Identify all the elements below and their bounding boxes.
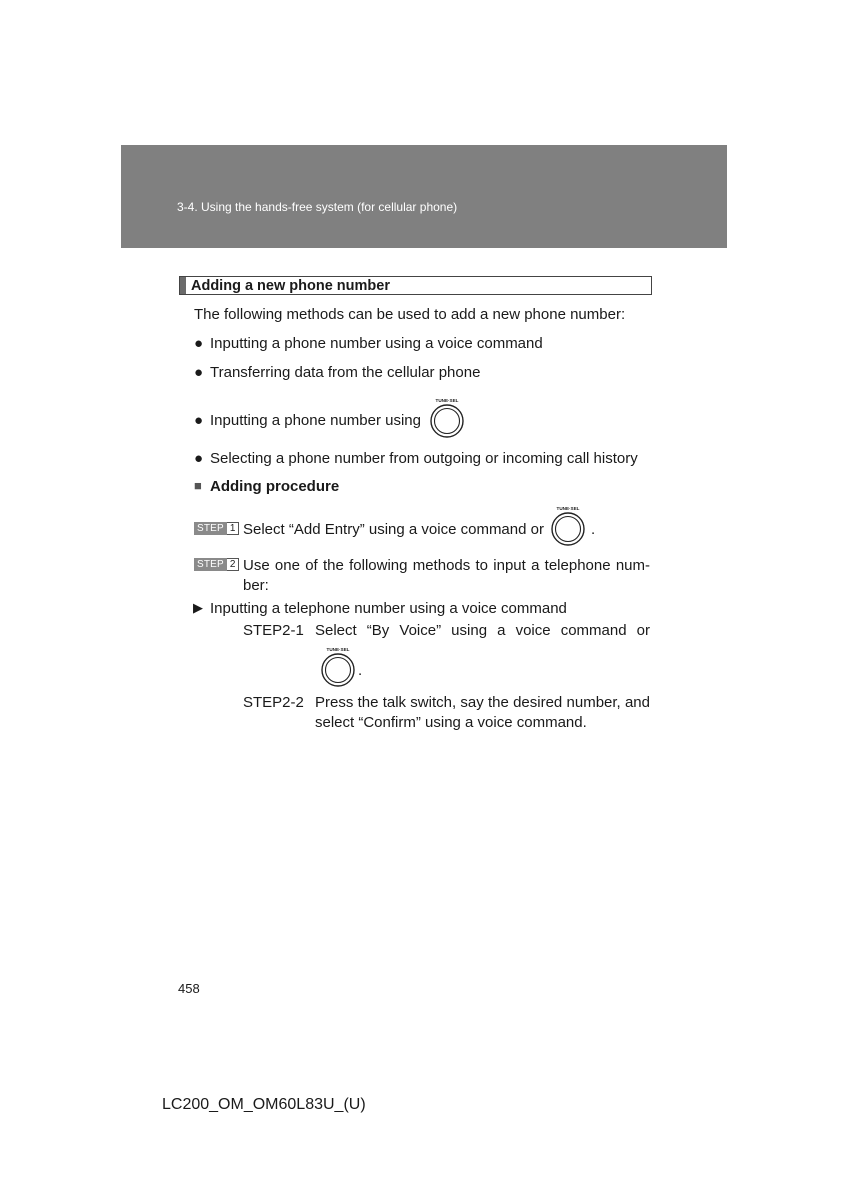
step2-1-text: Select “By Voice” using a voice command or	[315, 622, 650, 639]
knob-label: TUNE·SEL	[556, 506, 580, 511]
step-2-text-line1: Use one of the following methods to input a telephone num-	[243, 557, 650, 574]
step2-2-id: STEP2-2	[243, 694, 304, 711]
step-1-text: Select “Add Entry” using a voice command or	[243, 521, 544, 538]
arrow-icon: ▶	[193, 600, 203, 615]
step-2-text-line2: ber:	[243, 577, 269, 594]
intro-text: The following methods can be used to add a new phone number:	[194, 306, 626, 323]
footer-code: LC200_OM_OM60L83U_(U)	[162, 1096, 366, 1113]
method-3: Inputting a phone number using	[210, 412, 421, 429]
tune-sel-knob-icon	[548, 504, 588, 548]
knob-label: TUNE·SEL	[435, 398, 459, 403]
sub-heading: Inputting a telephone number using a voice command	[210, 600, 567, 617]
bullet-icon: ●	[194, 335, 204, 352]
step-number: 1	[227, 522, 240, 535]
section-heading-bar	[180, 277, 186, 294]
procedure-heading: Adding procedure	[210, 478, 340, 495]
method-2: Transferring data from the cellular phone	[210, 364, 481, 381]
page-number: 458	[178, 981, 200, 996]
section-title: Adding a new phone number	[191, 278, 390, 294]
step2-2-text-line2: select “Confirm” using a voice command.	[315, 714, 587, 731]
step-2-badge	[194, 558, 239, 571]
step2-1-id: STEP2-1	[243, 622, 304, 639]
tune-sel-knob-icon	[427, 396, 467, 440]
square-icon: ■	[194, 478, 202, 493]
step2-2-text-line1: Press the talk switch, say the desired number, and	[315, 694, 650, 711]
bullet-icon: ●	[194, 412, 204, 429]
bullet-icon: ●	[194, 450, 204, 467]
section-heading-box	[179, 276, 652, 295]
method-1: Inputting a phone number using a voice command	[210, 335, 543, 352]
header-band	[121, 145, 727, 248]
tune-sel-knob-icon	[318, 645, 358, 689]
step-number: 2	[227, 558, 240, 571]
method-4: Selecting a phone number from outgoing or incoming call history	[210, 450, 638, 467]
step-1-badge	[194, 522, 239, 535]
step-label: STEP	[194, 522, 227, 535]
bullet-icon: ●	[194, 364, 204, 381]
knob-label: TUNE·SEL	[326, 647, 350, 652]
breadcrumb: 3-4. Using the hands-free system (for cellular phone)	[177, 200, 458, 214]
step-label: STEP	[194, 558, 227, 571]
step-1-period: .	[591, 521, 596, 538]
step2-1-period: .	[358, 662, 363, 679]
